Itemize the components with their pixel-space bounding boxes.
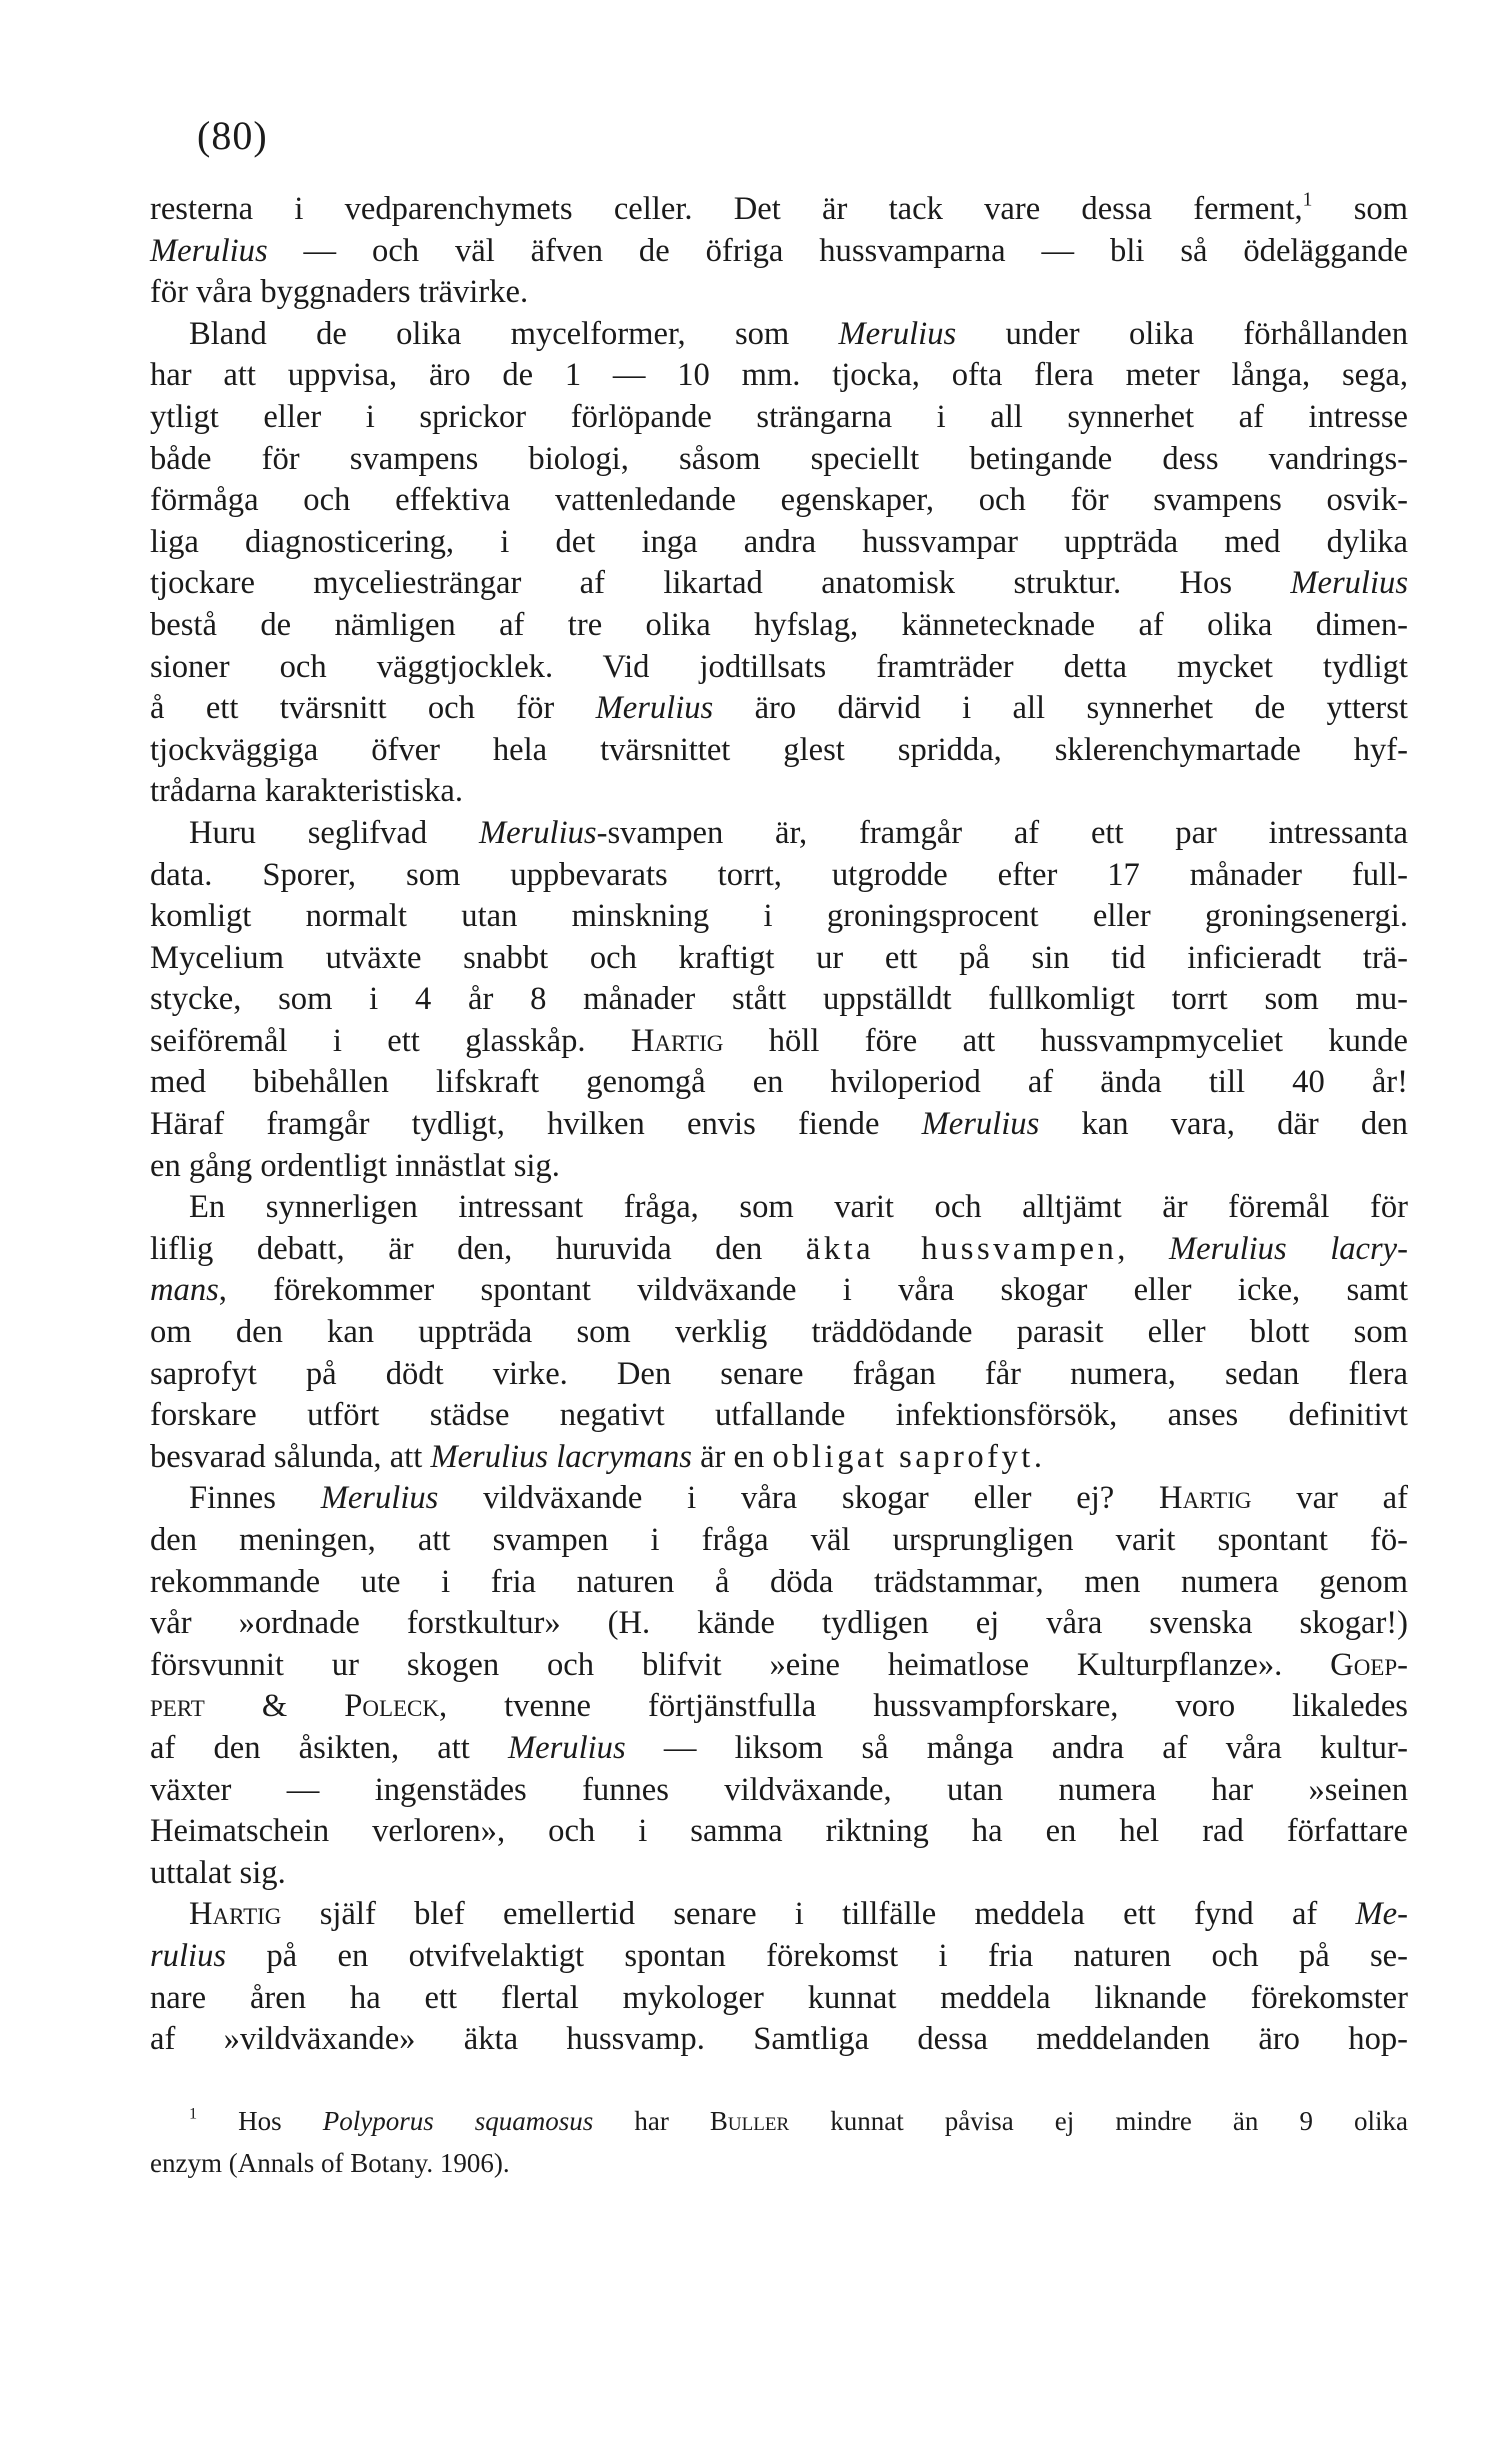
author-name: Goep- <box>1330 1646 1408 1683</box>
text-line: Mycelium utväxte snabbt och kraftigt ur ett på sin tid inficieradt trä- <box>150 939 1408 976</box>
text-line: växter — ingenstädes funnes vildväxande, utan numera har »seinen <box>150 1771 1408 1808</box>
author-name: Hartig <box>1159 1480 1252 1517</box>
text-line: af den åsikten, att Merulius — liksom så många andra af våra kultur- <box>150 1729 1408 1766</box>
text-line: om den kan uppträda som verklig träddödande parasit eller blott som <box>150 1314 1408 1351</box>
author-name: Poleck <box>344 1688 439 1725</box>
text-line: den meningen, att svampen i fråga väl ursprungligen varit spontant fö- <box>150 1522 1408 1558</box>
text-line: uttalat sig. <box>150 1854 286 1891</box>
footnote-ref: 1 <box>1302 189 1313 211</box>
body-text <box>150 189 1408 2061</box>
text-line: liga diagnosticering, i det inga andra hussvampar uppträda med dylika <box>150 523 1408 560</box>
text-line: Merulius — och väl äfven de öfriga hussvamparna — bli så ödeläggande <box>150 232 1408 269</box>
author-name: Hartig <box>630 1022 724 1059</box>
page-number: (80) <box>197 113 268 158</box>
author-name: Hartig <box>189 1896 282 1933</box>
text-line: Heimatschein verloren», och i samma riktning ha en hel rad författare <box>150 1813 1408 1850</box>
text-line: stycke, som i 4 år 8 månader stått uppställdt fullkomligt torrt som mu- <box>150 981 1408 1018</box>
text-line: liflig debatt, är den, huruvida den äkta hussvampen, Merulius lacry- <box>150 1230 1408 1267</box>
text-line: rulius på en otvifvelaktigt spontan förekomst i fria naturen och på se- <box>150 1937 1408 1974</box>
text-line: Bland de olika mycelformer, som Merulius under olika förhållanden <box>189 315 1408 352</box>
text-line: komligt normalt utan minskning i groningsprocent eller groningsenergi. <box>150 898 1408 935</box>
text-line: En synnerligen intressant fråga, som varit och alltjämt är föremål för <box>189 1189 1408 1226</box>
text-line: trådarna karakteristiska. <box>150 773 463 810</box>
text-line: sioner och väggtjocklek. Vid jodtillsats framträder detta mycket tydligt <box>150 648 1408 685</box>
text-line: tjockväggiga öfver hela tvärsnittet glest spridda, sklerenchymartade hyf- <box>150 731 1408 768</box>
text-line: en gång ordentligt innästlat sig. <box>150 1147 560 1184</box>
text-line: för våra byggnaders trävirke. <box>150 274 529 311</box>
text-line: forskare utfört städse negativt utfallande infektionsförsök, anses definitivt <box>150 1397 1408 1434</box>
text-line: ytligt eller i sprickor förlöpande strängarna i all synnerhet af intresse <box>150 398 1408 435</box>
text-line: bestå de nämligen af tre olika hyfslag, kännetecknade af olika dimen- <box>150 606 1408 643</box>
text-line: besvarad sålunda, att Merulius lacrymans är en obligat saprofyt. <box>150 1438 1042 1475</box>
footnote-line: $^1$ Hos Polyporus squamosus har Buller kunnat påvisa ej mindre än 9 olika <box>189 2104 1408 2136</box>
text-line: med bibehållen lifskraft genomgå en hviloperiod af ända till 40 år! <box>150 1064 1408 1101</box>
text-line: Häraf framgår tydligt, hvilken envis fiende Merulius kan vara, där den <box>150 1106 1408 1143</box>
text-line: både för svampens biologi, såsom speciellt betingande dess vandrings- <box>150 440 1408 477</box>
text-line: saprofyt på dödt virke. Den senare frågan får numera, sedan flera <box>150 1355 1408 1392</box>
text-line: tjockare myceliesträngar af likartad anatomisk struktur. Hos Merulius <box>150 565 1408 602</box>
text-line: nare åren ha ett flertal mykologer kunnat meddela liknande förekomster <box>150 1979 1408 2016</box>
footnote-marker: 1 <box>189 2104 198 2123</box>
text-line: seiföremål i ett glasskåp. Hartig höll före att hussvampmyceliet kunde <box>150 1022 1408 1059</box>
text-line: vår »ordnade forstkultur» (H. kände tydligen ej våra svenska skogar!) <box>150 1605 1408 1642</box>
text-line: Huru seglifvad Merulius-svampen är, framgår af ett par intressanta <box>189 814 1408 851</box>
text-line: resterna i vedparenchymets celler. Det är tack vare dessa ferment,$^1$ som <box>150 189 1409 227</box>
author-name: pert <box>150 1688 205 1725</box>
footnote <box>150 2100 1408 2184</box>
text-line: rekommande ute i fria naturen å döda trädstammar, men numera genom <box>150 1563 1408 1600</box>
text-line: af »vildväxande» äkta hussvamp. Samtliga dessa meddelanden äro hop- <box>150 2021 1408 2058</box>
author-name: Buller <box>709 2106 790 2136</box>
text-line: Hartig själf blef emellertid senare i tillfälle meddela ett fynd af Me- <box>189 1896 1408 1933</box>
footnote-line: enzym (Annals of Botany. 1906). <box>150 2148 510 2178</box>
text-line: har att uppvisa, äro de 1 — 10 mm. tjocka, ofta flera meter långa, sega, <box>150 357 1408 394</box>
text-line: försvunnit ur skogen och blifvit »eine heimatlose Kulturpflanze». Goep- <box>150 1646 1408 1683</box>
text-line: å ett tvärsnitt och för Merulius äro därvid i all synnerhet de ytterst <box>150 690 1408 727</box>
text-line: mans, förekommer spontant vildväxande i våra skogar eller icke, samt <box>150 1272 1408 1309</box>
text-line: förmåga och effektiva vattenledande egenskaper, och för svampens osvik- <box>150 482 1408 519</box>
text-line: data. Sporer, som uppbevarats torrt, utgrodde efter 17 månader full- <box>150 856 1408 893</box>
text-line: pert & Poleck, tvenne förtjänstfulla hussvampforskare, voro likaledes <box>150 1688 1408 1725</box>
text-line: Finnes Merulius vildväxande i våra skogar eller ej? Hartig var af <box>189 1480 1408 1517</box>
